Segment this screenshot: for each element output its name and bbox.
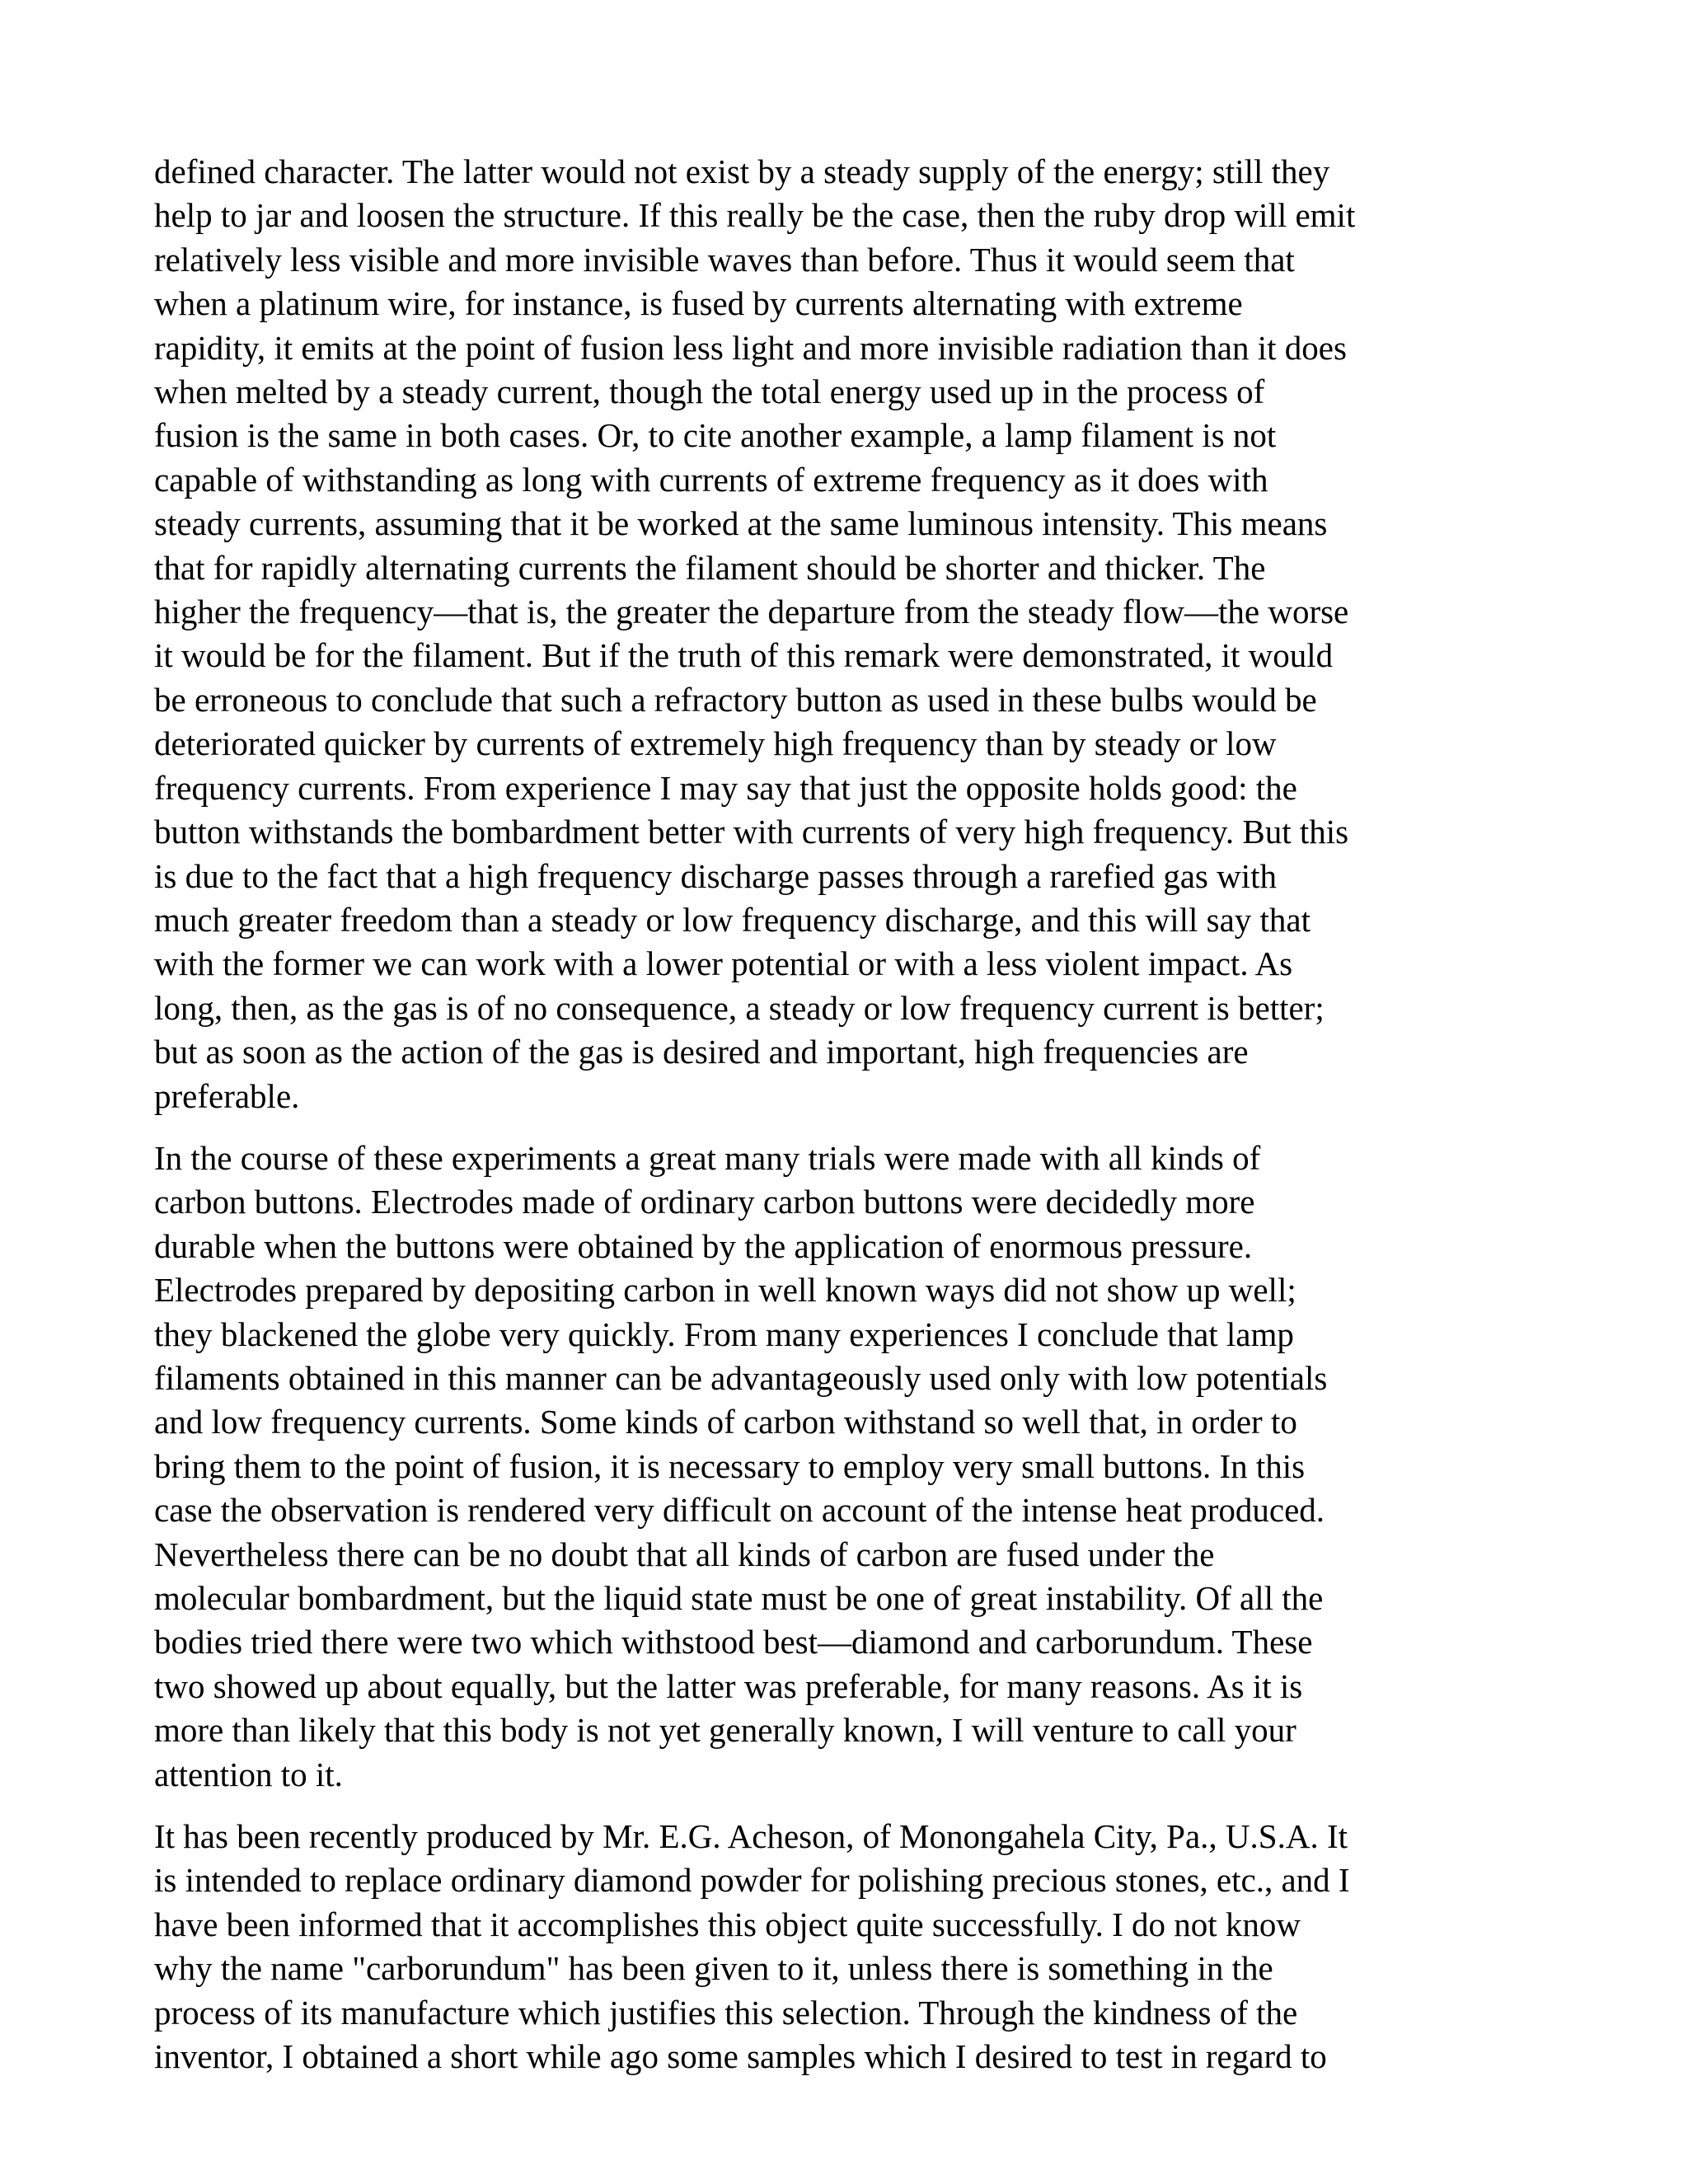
text-line: is due to the fact that a high frequency discharge passes through a rarefied gas with [154,856,1278,895]
text-line: why the name "carborundum" has been given to it, unless there is something in the [154,1949,1273,1988]
text-line: is intended to replace ordinary diamond powder for polishing precious stones, etc., and I [154,1861,1350,1900]
text-line: defined character. The latter would not exist by a steady supply of the energy; still they [154,152,1330,190]
text-line: with the former we can work with a lower potential or with a less violent impact. As [154,944,1293,983]
text-line: but as soon as the action of the gas is desired and important, high frequencies are [154,1033,1249,1071]
text-line: filaments obtained in this manner can be advantageously used only with low potentials [154,1358,1328,1397]
text-line: when a platinum wire, for instance, is fused by currents alternating with extreme [154,284,1243,323]
text-line: two showed up about equally, but the latter was preferable, for many reasons. As it is [154,1666,1303,1705]
text-line: and low frequency currents. Some kinds of carbon withstand so well that, in order to [154,1403,1297,1441]
text-line: have been informed that it accomplishes this object quite successfully. I do not know [154,1905,1301,1943]
text-line: molecular bombardment, but the liquid state must be one of great instability. Of all the [154,1579,1324,1617]
text-line: button withstands the bombardment better with currents of very high frequency. But this [154,813,1349,851]
text-line: long, then, as the gas is of no consequence, a steady or low frequency current is better; [154,988,1325,1027]
text-line: when melted by a steady current, though the total energy used up in the process of [154,373,1265,411]
text-line: inventor, I obtained a short while ago some samples which I desired to test in regard to [154,2037,1327,2076]
text-line: rapidity, it emits at the point of fusion less light and more invisible radiation than it does [154,328,1347,367]
text-line: bodies tried there were two which withstood best—diamond and carborundum. These [154,1623,1313,1661]
text-line: carbon buttons. Electrodes made of ordinary carbon buttons were decidedly more [154,1183,1255,1221]
text-line: help to jar and loosen the structure. If this really be the case, then the ruby drop will emit [154,196,1356,235]
text-line: more than likely that this body is not yet generally known, I will venture to call your [154,1711,1296,1750]
text-line: case the observation is rendered very difficult on account of the intense heat produced. [154,1491,1325,1530]
text-line: In the course of these experiments a great many trials were made with all kinds of [154,1138,1261,1177]
text-line: fusion is the same in both cases. Or, to cite another example, a lamp filament is not [154,416,1277,455]
text-line: it would be for the filament. But if the truth of this remark were demonstrated, it would [154,636,1334,675]
paragraph-1 [154,150,1555,1118]
text-line: Electrodes prepared by depositing carbon in well known ways did not show up well; [154,1271,1296,1310]
text-line: they blackened the globe very quickly. From many experiences I conclude that lamp [154,1315,1294,1353]
text-line: durable when the buttons were obtained by the application of enormous pressure. [154,1226,1253,1265]
text-line: capable of withstanding as long with currents of extreme frequency as it does with [154,460,1268,499]
paragraph-2 [154,1137,1555,1797]
text-line: Nevertheless there can be no doubt that all kinds of carbon are fused under the [154,1535,1215,1573]
text-line: It has been recently produced by Mr. E.G. Acheson, of Monongahela City, Pa., U.S.A. It [154,1817,1348,1856]
text-line: frequency currents. From experience I may say that just the opposite holds good: the [154,768,1297,807]
text-line: much greater freedom than a steady or low frequency discharge, and this will say that [154,900,1311,939]
text-line: steady currents, assuming that it be worked at the same luminous intensity. This means [154,504,1328,543]
text-line: relatively less visible and more invisible waves than before. Thus it would seem that [154,240,1295,279]
text-line: attention to it. [154,1755,343,1793]
text-line: bring them to the point of fusion, it is necessary to employ very small buttons. In this [154,1446,1306,1485]
document-page [154,150,1555,2097]
text-line: that for rapidly alternating currents the filament should be shorter and thicker. The [154,548,1266,587]
paragraph-3 [154,1815,1555,2079]
text-line: higher the frequency—that is, the greater the departure from the steady flow—the worse [154,593,1349,631]
text-line: be erroneous to conclude that such a refractory button as used in these bulbs would be [154,680,1317,719]
text-line: preferable. [154,1076,300,1115]
text-line: process of its manufacture which justifies this selection. Through the kindness of the [154,1993,1298,2032]
text-line: deteriorated quicker by currents of extremely high frequency than by steady or low [154,724,1277,763]
